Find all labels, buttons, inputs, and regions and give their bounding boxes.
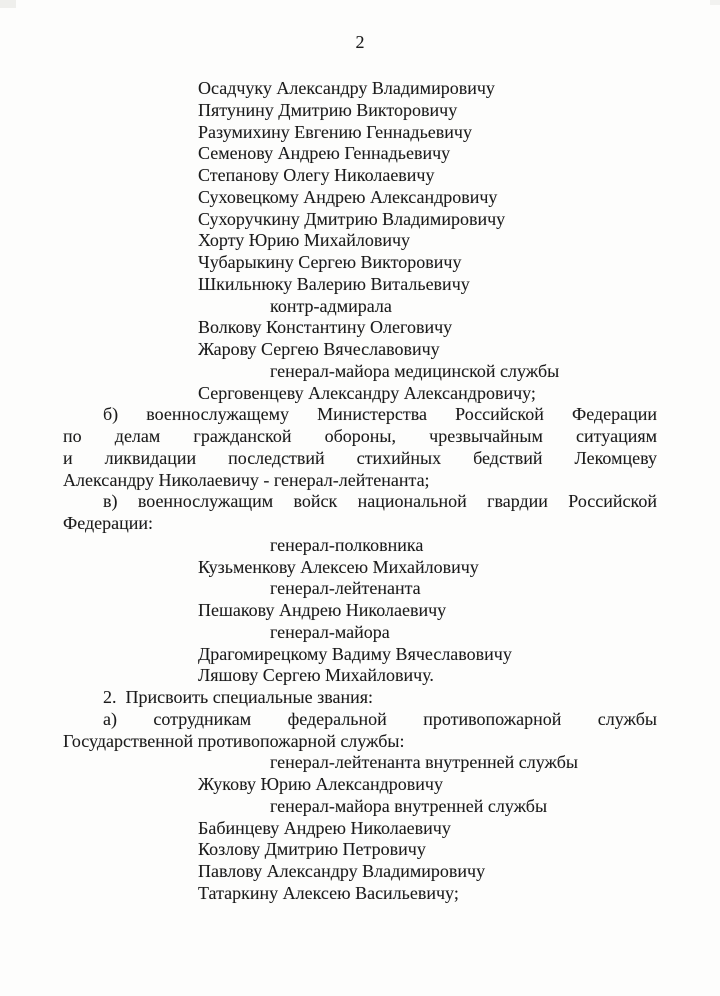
name-line: Драгомирецкому Вадиму Вячеславовичу [198, 643, 512, 664]
paragraph [63, 404, 657, 491]
name-line: Сухоручкину Дмитрию Владимировичу [198, 208, 506, 229]
paragraph-line: а) сотрудникам федеральной противопожарной службы [103, 708, 657, 729]
paragraph-line: Государственной противопожарной службы: [63, 730, 405, 751]
paragraph [63, 687, 657, 709]
name-line: Волкову Константину Олеговичу [198, 317, 453, 338]
name-line: Степанову Олегу Николаевичу [198, 165, 435, 185]
name-line: Суховецкому Андрею Александровичу [198, 186, 498, 207]
name-line: Разумихину Евгению Геннадьевичу [198, 121, 472, 142]
name-line: Серговенцеву Александру Александровичу; [198, 382, 536, 403]
paragraph-line: в) военнослужащим войск национальной гвардии Российской [103, 491, 657, 512]
paragraph-line: Федерации: [63, 513, 154, 533]
paragraph [63, 709, 657, 753]
scan-artifact-top-right [710, 0, 720, 5]
rank-line: генерал-лейтенанта [270, 578, 421, 599]
rank-line: генерал-майора внутренней службы [270, 795, 548, 816]
page-number: 2 [355, 32, 365, 52]
document-body [63, 78, 657, 905]
name-line: Ляшову Сергею Михайловичу. [198, 665, 434, 686]
name-line: Пятунину Дмитрию Викторовичу [198, 99, 458, 120]
name-line: Пешакову Андрею Николаевичу [198, 600, 447, 620]
rank-line: контр-адмирала [270, 295, 392, 316]
paragraph-line: б) военнослужащему Министерства Российской Федерации [103, 404, 657, 425]
name-line: Шкильнюку Валерию Витальевичу [198, 273, 470, 294]
rank-line: генерал-полковника [270, 534, 424, 555]
paragraph-line: и ликвидации последствий стихийных бедствий Лекомцеву [63, 447, 657, 468]
name-line: Жарову Сергею Вячеславовичу [198, 339, 440, 359]
paragraph-line: 2. Присвоить специальные звания: [103, 687, 374, 707]
name-line: Козлову Дмитрию Петровичу [198, 839, 426, 860]
name-line: Семенову Андрею Геннадьевичу [198, 143, 451, 164]
name-line: Кузьменкову Алексею Михайловичу [198, 556, 479, 577]
paragraph [63, 491, 657, 535]
name-line: Бабинцеву Андрею Николаевичу [198, 817, 451, 838]
paragraph-line: по делам гражданской обороны, чрезвычайным ситуациям [63, 426, 657, 446]
name-line: Чубарыкину Сергею Викторовичу [198, 252, 462, 272]
name-line: Жукову Юрию Александровичу [198, 774, 443, 794]
name-line: Осадчуку Александру Владимировичу [198, 78, 495, 98]
rank-line: генерал-майора медицинской службы [270, 360, 560, 381]
scan-artifact-top-left [0, 0, 16, 8]
paragraph-line: Александру Николаевичу - генерал-лейтенанта; [63, 469, 430, 490]
name-line: Татаркину Алексею Васильевичу; [198, 882, 459, 903]
rank-line: генерал-лейтенанта внутренней службы [270, 752, 578, 773]
rank-line: генерал-майора [270, 621, 390, 642]
name-line: Павлову Александру Владимировичу [198, 861, 486, 881]
name-line: Хорту Юрию Михайловичу [198, 230, 411, 251]
